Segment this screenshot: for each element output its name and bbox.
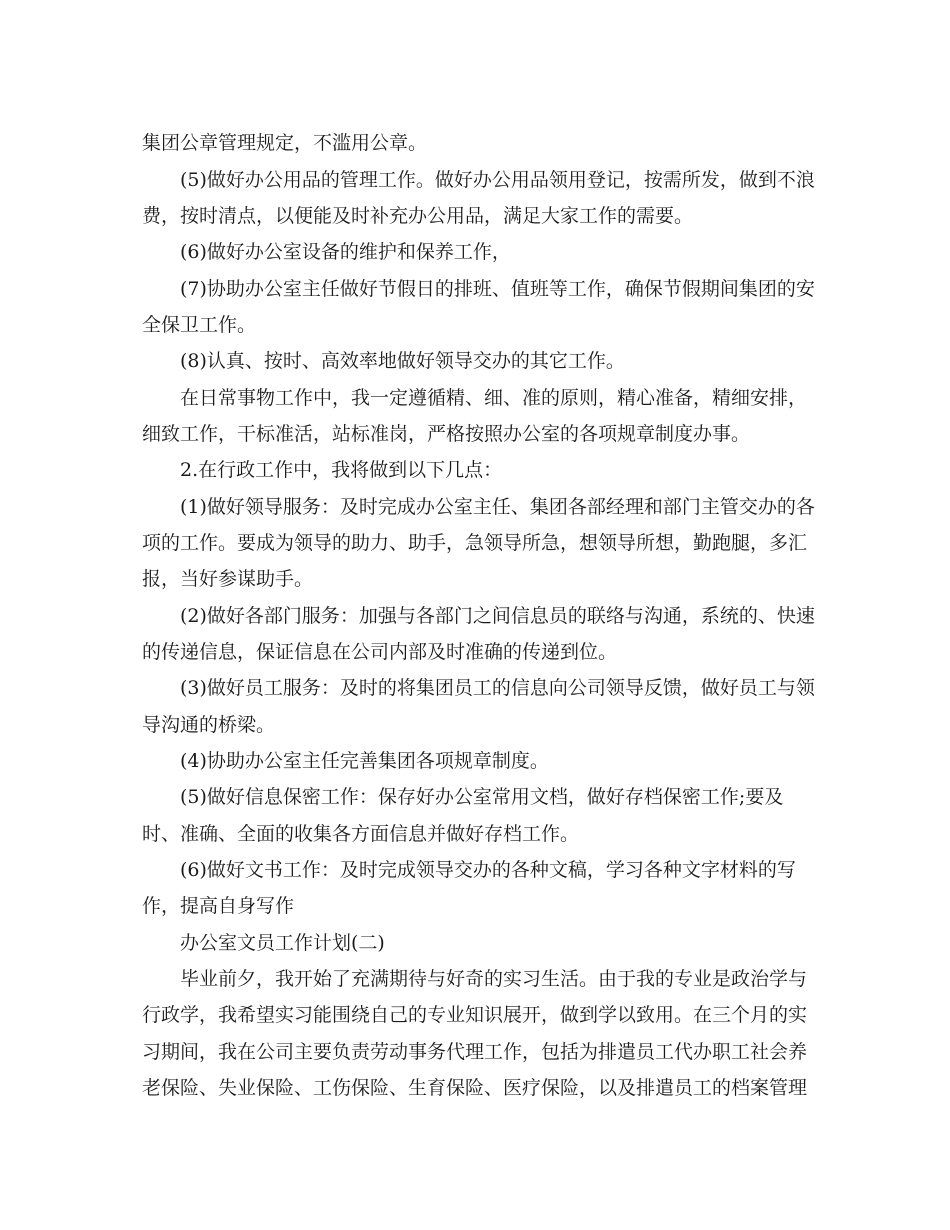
text-line: (1)做好领导服务：及时完成办公室主任、集团各部经理和部门主管交办的各 [180, 496, 815, 518]
text-line: 全保卫工作。 [142, 314, 257, 336]
text-line: (4)协助办公室主任完善集团各项规章制度。 [180, 750, 549, 772]
text-line: 时、准确、全面的收集各方面信息并做好存档工作。 [142, 823, 580, 845]
text-line: (5)做好办公用品的管理工作。做好办公用品领用登记，按需所发，做到不浪 [180, 169, 815, 191]
text-line: 行政学，我希望实习能围绕自己的专业知识展开，做到学以致用。在三个月的实 [142, 1004, 808, 1026]
text-line: 习期间，我在公司主要负责劳动事务代理工作，包括为排遣员工代办职工社会养 [142, 1041, 808, 1063]
text-line: (8)认真、按时、高效率地做好领导交办的其它工作。 [180, 350, 625, 372]
text-line: 的传递信息，保证信息在公司内部及时准确的传递到位。 [142, 641, 618, 663]
section-heading: 办公室文员工作计划(二) [180, 932, 385, 954]
text-line: 2.在行政工作中，我将做到以下几点： [180, 459, 503, 481]
text-line: (3)做好员工服务：及时的将集团员工的信息向公司领导反馈，做好员工与领 [180, 677, 815, 699]
text-line: (6)做好文书工作：及时完成领导交办的各种文稿，学习各种文字材料的写 [180, 859, 796, 881]
text-line: (2)做好各部门服务：加强与各部门之间信息员的联络与沟通，系统的、快速 [180, 605, 815, 627]
text-line: (5)做好信息保密工作：保存好办公室常用文档，做好存档保密工作;要及 [180, 786, 784, 808]
text-line: 导沟通的桥梁。 [142, 714, 276, 736]
text-line: 项的工作。要成为领导的助力、助手，急领导所急，想领导所想，勤跑腿，多汇 [142, 532, 808, 554]
text-line: 费，按时清点，以便能及时补充办公用品，满足大家工作的需要。 [142, 205, 694, 227]
text-line: 集团公章管理规定，不滥用公章。 [142, 132, 428, 154]
text-line: (6)做好办公室设备的维护和保养工作， [180, 241, 511, 263]
text-line: 细致工作，干标准活，站标准岗，严格按照办公室的各项规章制度办事。 [142, 423, 751, 445]
text-line: 毕业前夕，我开始了充满期待与好奇的实习生活。由于我的专业是政治学与 [180, 968, 808, 990]
text-line: 报，当好参谋助手。 [142, 568, 314, 590]
text-line: 作，提高自身写作 [142, 895, 295, 917]
text-line: (7)协助办公室主任做好节假日的排班、值班等工作，确保节假期间集团的安 [180, 278, 815, 300]
text-line: 老保险、失业保险、工伤保险、生育保险、医疗保险，以及排遣员工的档案管理 [142, 1077, 808, 1099]
text-line: 在日常事物工作中，我一定遵循精、细、准的原则，精心准备，精细安排， [180, 387, 808, 409]
